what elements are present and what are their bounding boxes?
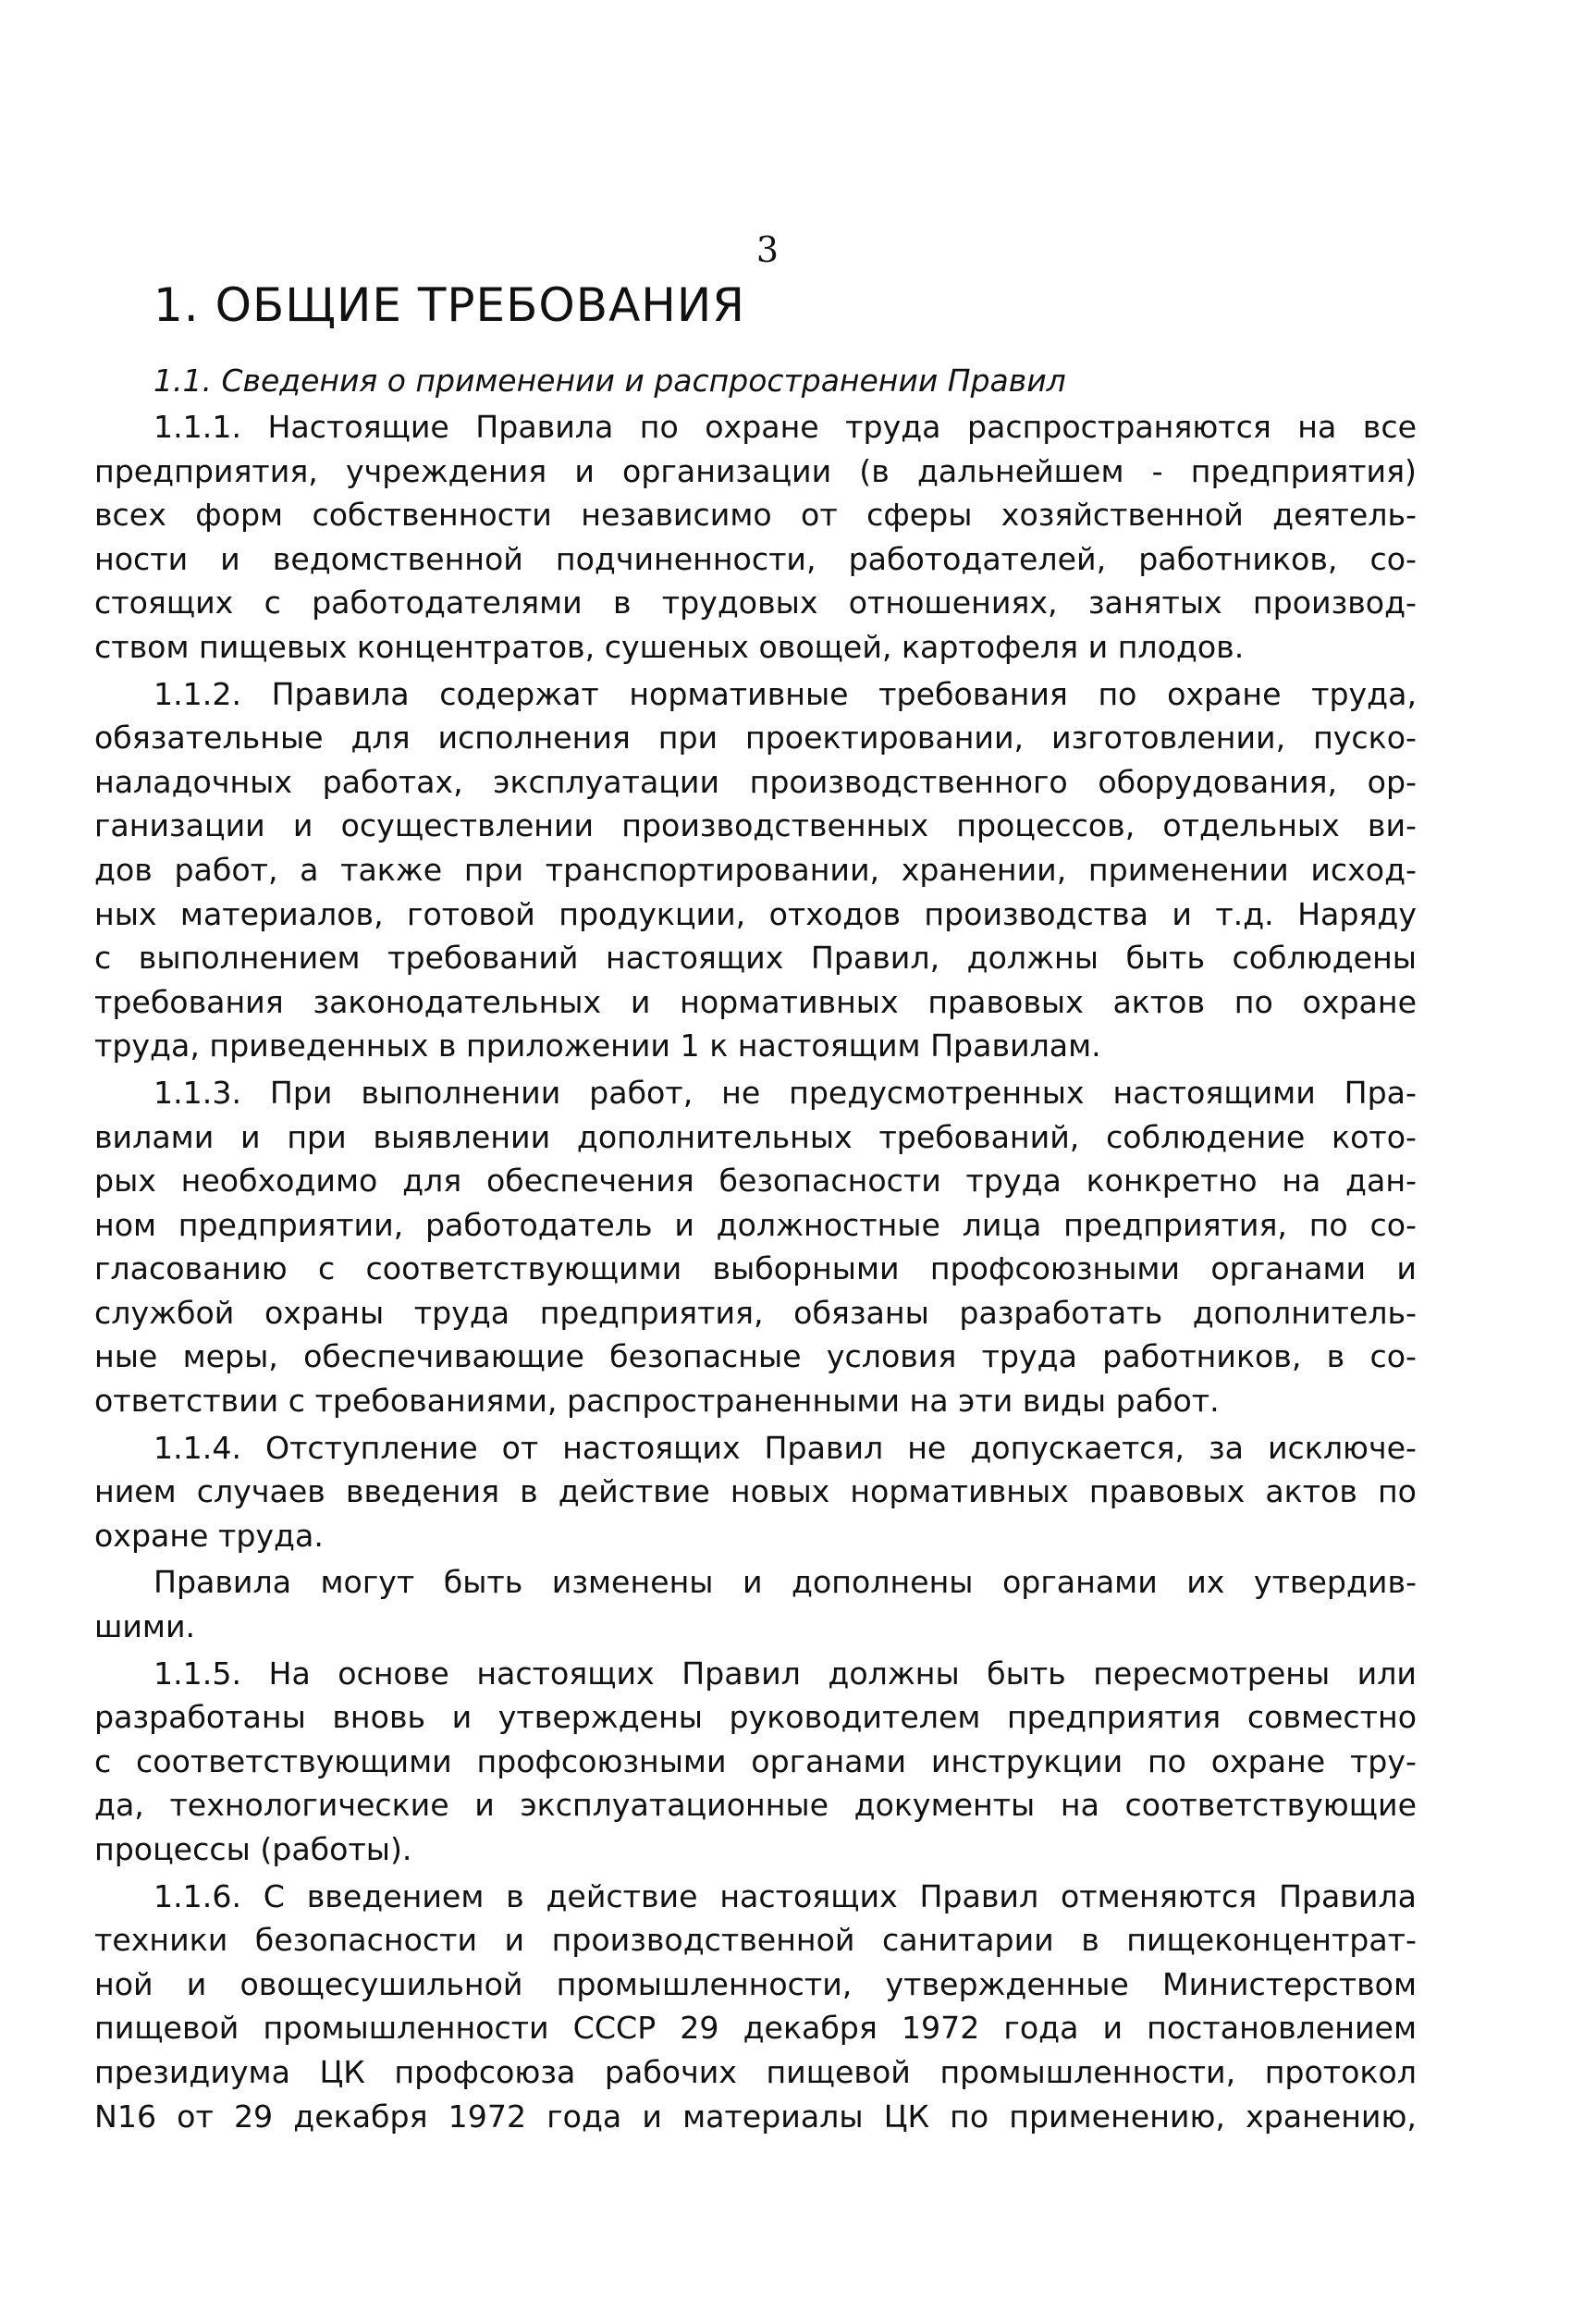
text-line: ные меры, обеспечивающие безопасные условия труда работников, в со-	[94, 1338, 1417, 1375]
text-line: 1.1.5. На основе настоящих Правил должны быть пересмотрены или	[153, 1655, 1417, 1692]
paragraph	[94, 1652, 1417, 1872]
text-line: процессы (работы).	[94, 1831, 412, 1867]
text-line: всех форм собственности независимо от сферы хозяйственной деятель-	[94, 497, 1417, 534]
paragraph	[94, 672, 1417, 1068]
text-line: 1.1.1. Настоящие Правила по охране труда распространяются на все	[153, 409, 1417, 445]
text-line: техники безопасности и производственной санитарии в пищеконцентрат-	[94, 1922, 1417, 1959]
text-line: разработаны вновь и утверждены руководителем предприятия совместно	[94, 1699, 1417, 1736]
text-line: обязательные для исполнения при проектировании, изготовлении, пуско-	[94, 720, 1417, 757]
text-line: шими.	[94, 1608, 196, 1645]
text-line: да, технологические и эксплуатационные документы на соответствующие	[94, 1787, 1417, 1824]
section-heading: 1. ОБЩИЕ ТРЕБОВАНИЯ	[153, 278, 746, 332]
text-line: нием случаев введения в действие новых нормативных правовых актов по	[94, 1473, 1417, 1510]
text-line: президиума ЦК профсоюза рабочих пищевой промышленности, протокол	[94, 2053, 1417, 2090]
text-line: ных материалов, готовой продукции, отходов производства и т.д. Наряду	[94, 895, 1417, 932]
body-text	[94, 405, 1417, 2141]
text-line: ности и ведомственной подчиненности, работодателей, работников, со-	[94, 540, 1417, 577]
text-line: с выполнением требований настоящих Правил, должны быть соблюдены	[94, 940, 1417, 977]
text-line: ством пищевых концентратов, сушеных овощей, картофеля и плодов.	[94, 628, 1245, 665]
text-line: предприятия, учреждения и организации (в дальнейшем - предприятия)	[94, 452, 1417, 489]
paragraph	[94, 405, 1417, 670]
text-line: ответствии с требованиями, распространенными на эти виды работ.	[94, 1383, 1220, 1420]
text-line: пищевой промышленности СССР 29 декабря 1972 года и постановлением	[94, 2010, 1417, 2047]
paragraph	[94, 1875, 1417, 2139]
text-line: труда, приведенных в приложении 1 к настоящим Правилам.	[94, 1027, 1101, 1064]
page-number: 3	[755, 229, 780, 270]
text-line: 1.1.2. Правила содержат нормативные требования по охране труда,	[153, 675, 1417, 712]
paragraph	[94, 1071, 1417, 1423]
text-line: N16 от 29 декабря 1972 года и материалы ЦК по применению, хранению,	[94, 2098, 1417, 2135]
text-line: 1.1.3. При выполнении работ, не предусмотренных настоящими Пра-	[153, 1074, 1417, 1111]
text-line: 1.1.6. С введением в действие настоящих Правил отменяются Правила	[153, 1877, 1417, 1914]
text-line: службой охраны труда предприятия, обязаны разработать дополнитель-	[94, 1294, 1417, 1331]
paragraph	[94, 1426, 1417, 1558]
text-line: с соответствующими профсоюзными органами инструкции по охране тру-	[94, 1742, 1417, 1779]
text-line: дов работ, а также при транспортировании, хранении, применении исход-	[94, 851, 1417, 888]
subsection-heading: 1.1. Сведения о применении и распространении Правил	[153, 363, 1066, 399]
text-line: наладочных работах, эксплуатации производственного оборудования, ор-	[94, 763, 1417, 800]
text-line: ном предприятии, работодатель и должностные лица предприятия, по со-	[94, 1206, 1417, 1243]
text-line: ной и овощесушильной промышленности, утвержденные Министерством	[94, 1965, 1417, 2002]
text-line: рых необходимо для обеспечения безопасности труда конкретно на дан-	[94, 1163, 1417, 1200]
text-line: Правила могут быть изменены и дополнены органами их утвердив-	[153, 1564, 1417, 1601]
text-line: охране труда.	[94, 1517, 324, 1554]
text-line: гласованию с соответствующими выборными профсоюзными органами и	[94, 1250, 1417, 1287]
text-line: вилами и при выявлении дополнительных требований, соблюдение кото-	[94, 1118, 1417, 1155]
text-line: ганизации и осуществлении производственных процессов, отдельных ви-	[94, 807, 1417, 844]
text-line: стоящих с работодателями в трудовых отношениях, занятых производ-	[94, 584, 1417, 621]
text-line: требования законодательных и нормативных правовых актов по охране	[94, 983, 1417, 1020]
text-line: 1.1.4. Отступление от настоящих Правил не допускается, за исключе-	[153, 1429, 1417, 1466]
paragraph	[94, 1560, 1417, 1648]
